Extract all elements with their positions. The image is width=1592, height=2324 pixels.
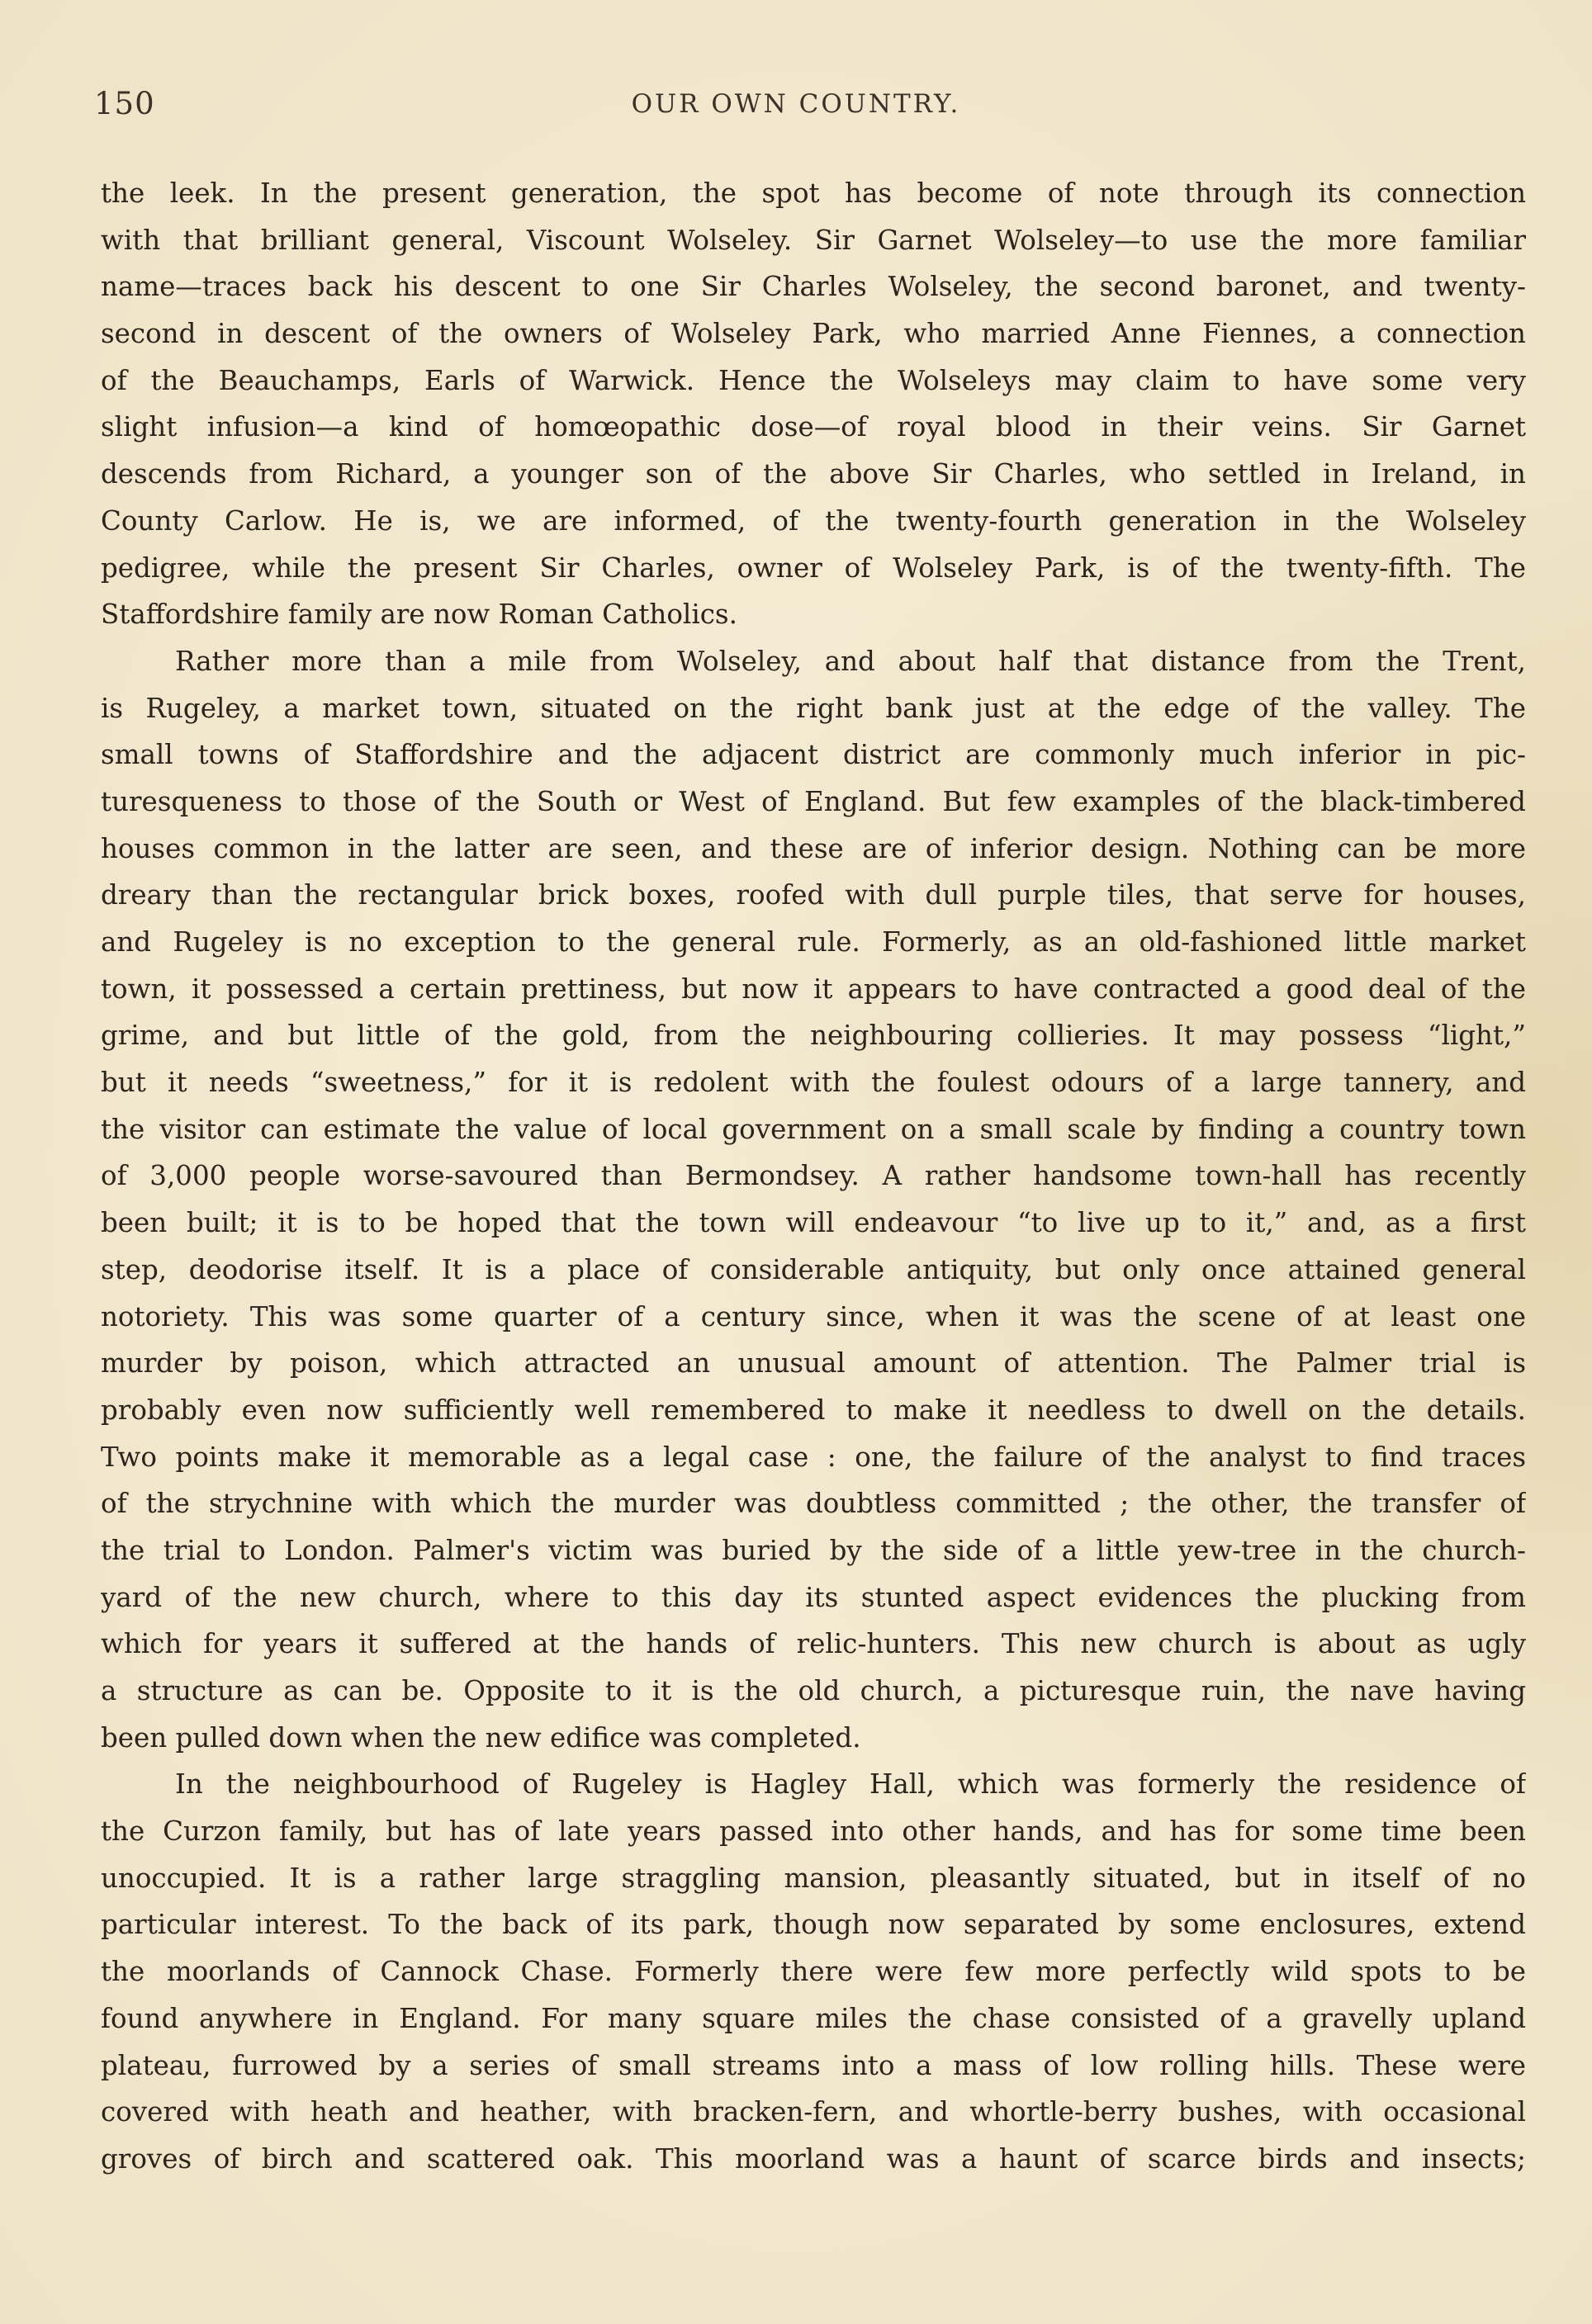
text-line: been built; it is to be hoped that the town will endeavour “to live up to it,” and, as a first bbox=[101, 1207, 1526, 1239]
text-line: In the neighbourhood of Rugeley is Hagley Hall, which was formerly the residence of bbox=[175, 1768, 1526, 1801]
text-line: notoriety. This was some quarter of a century since, when it was the scene of at least one bbox=[101, 1300, 1526, 1332]
text-line: small towns of Staffordshire and the adjacent district are commonly much inferior in pic- bbox=[101, 739, 1526, 771]
text-line: unoccupied. It is a rather large straggling mansion, pleasantly situated, but in itself of no bbox=[101, 1862, 1526, 1894]
text-line: groves of birch and scattered oak. This moorland was a haunt of scarce birds and insects; bbox=[101, 2142, 1526, 2175]
text-line: found anywhere in England. For many square miles the chase consisted of a gravelly upland bbox=[101, 2002, 1526, 2034]
text-line: second in descent of the owners of Wolseley Park, who married Anne Fiennes, a connection bbox=[101, 318, 1526, 350]
text-line: covered with heath and heather, with bracken-fern, and whortle-berry bushes, with occasional bbox=[101, 2096, 1526, 2128]
text-line: with that brilliant general, Viscount Wolseley. Sir Garnet Wolseley—to use the more familiar bbox=[101, 224, 1526, 256]
text-line: been pulled down when the new edifice was completed. bbox=[101, 1721, 861, 1754]
text-line: grime, and but little of the gold, from the neighbouring collieries. It may possess “light,” bbox=[101, 1020, 1526, 1052]
text-line: yard of the new church, where to this day its stunted aspect evidences the plucking from bbox=[101, 1581, 1526, 1613]
text-line: Two points make it memorable as a legal case : one, the failure of the analyst to find traces bbox=[101, 1441, 1526, 1473]
text-line: probably even now sufficiently well remembered to make it needless to dwell on the details. bbox=[101, 1394, 1526, 1426]
text-line: the trial to London. Palmer's victim was buried by the side of a little yew-tree in the church- bbox=[101, 1534, 1526, 1566]
text-line: plateau, furrowed by a series of small streams into a mass of low rolling hills. These were bbox=[101, 2049, 1526, 2081]
text-line: the moorlands of Cannock Chase. Formerly there were few more perfectly wild spots to be bbox=[101, 1956, 1526, 1988]
text-line: murder by poison, which attracted an unusual amount of attention. The Palmer trial is bbox=[101, 1347, 1526, 1380]
text-line: but it needs “sweetness,” for it is redolent with the foulest odours of a large tannery, and bbox=[101, 1067, 1526, 1099]
text-line: dreary than the rectangular brick boxes, roofed with dull purple tiles, that serve for houses, bbox=[101, 879, 1526, 911]
text-line: is Rugeley, a market town, situated on the right bank just at the edge of the valley. The bbox=[101, 692, 1526, 724]
text-line: of the strychnine with which the murder was doubtless committed ; the other, the transfer of bbox=[101, 1488, 1526, 1520]
text-line: name—traces back his descent to one Sir Charles Wolseley, the second baronet, and twenty- bbox=[101, 271, 1526, 303]
text-line: pedigree, while the present Sir Charles, owner of Wolseley Park, is of the twenty-fifth. The bbox=[101, 551, 1526, 584]
text-line: houses common in the latter are seen, and these are of inferior design. Nothing can be more bbox=[101, 832, 1526, 864]
text-line: the leek. In the present generation, the spot has become of note through its connection bbox=[101, 177, 1526, 209]
text-line: County Carlow. He is, we are informed, of the twenty-fourth generation in the Wolseley bbox=[101, 504, 1526, 537]
text-line: slight infusion—a kind of homœopathic dose—of royal blood in their veins. Sir Garnet bbox=[101, 411, 1526, 443]
text-line: turesqueness to those of the South or West of England. But few examples of the black-timbered bbox=[101, 785, 1526, 817]
text-line: Staffordshire family are now Roman Catholics. bbox=[101, 599, 737, 631]
text-line: particular interest. To the back of its park, though now separated by some enclosures, extend bbox=[101, 1909, 1526, 1941]
body-text bbox=[101, 170, 1526, 2183]
text-line: step, deodorise itself. It is a place of considerable antiquity, but only once attained general bbox=[101, 1253, 1526, 1285]
text-line: and Rugeley is no exception to the general rule. Formerly, as an old-fashioned little market bbox=[101, 926, 1526, 958]
text-line: which for years it suffered at the hands of relic-hunters. This new church is about as ugly bbox=[101, 1628, 1526, 1660]
text-line: Rather more than a mile from Wolseley, and about half that distance from the Trent, bbox=[175, 645, 1526, 677]
text-line: of 3,000 people worse-savoured than Bermondsey. A rather handsome town-hall has recently bbox=[101, 1160, 1526, 1192]
page-number: 150 bbox=[94, 86, 155, 121]
text-line: descends from Richard, a younger son of the above Sir Charles, who settled in Ireland, in bbox=[101, 458, 1526, 490]
running-title: OUR OWN COUNTRY. bbox=[631, 89, 961, 119]
text-line: the visitor can estimate the value of local government on a small scale by finding a country town bbox=[101, 1113, 1526, 1145]
text-line: a structure as can be. Opposite to it is the old church, a picturesque ruin, the nave having bbox=[101, 1675, 1526, 1706]
text-line: town, it possessed a certain prettiness, but now it appears to have contracted a good deal of the bbox=[101, 973, 1526, 1005]
text-line: of the Beauchamps, Earls of Warwick. Hence the Wolseleys may claim to have some very bbox=[101, 364, 1526, 396]
text-line: the Curzon family, but has of late years passed into other hands, and has for some time been bbox=[101, 1815, 1526, 1848]
